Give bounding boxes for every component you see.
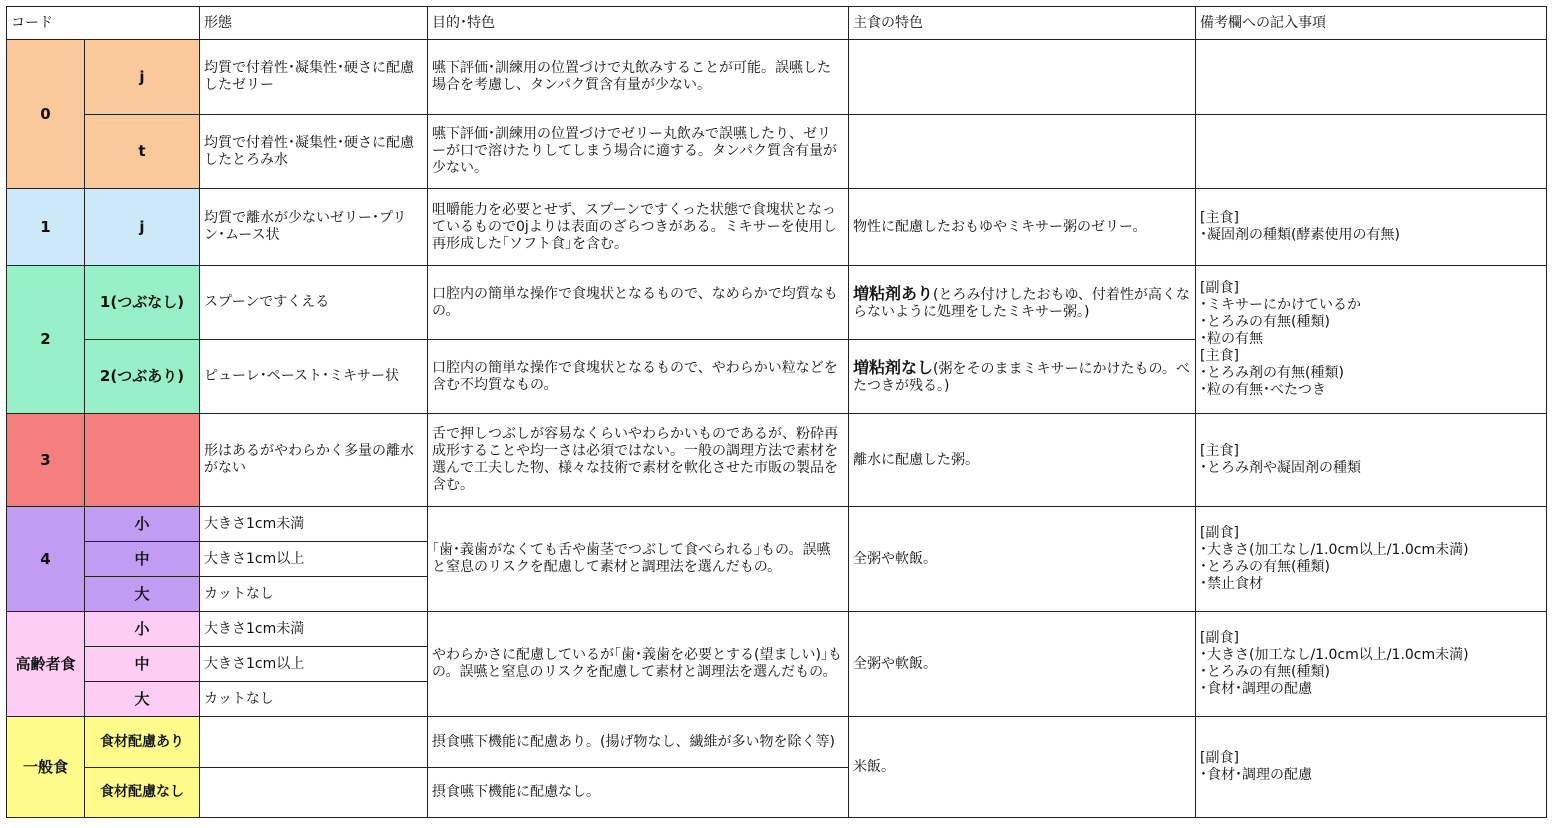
subcode-cell: 1(つぶなし): [85, 266, 200, 340]
note-line: ･とろみ剤の有無(種類): [1200, 365, 1344, 381]
form-cell: スプーンですくえる: [200, 266, 428, 340]
form-cell: 大きさ1cm以上: [200, 647, 428, 682]
code-cell: 0: [7, 40, 85, 189]
subcode-cell: j: [85, 40, 200, 115]
purpose-cell: 口腔内の簡単な操作で食塊状となるもので、なめらかで均質なもの。: [428, 266, 849, 340]
notes-cell: [1196, 717, 1547, 818]
subcode-cell: 中: [85, 647, 200, 682]
notes-cell: [1196, 266, 1547, 414]
notes-cell: [1196, 189, 1547, 266]
note-line: ･大きさ(加工なし/1.0cm以上/1.0cm未満): [1200, 647, 1469, 663]
subcode-cell: 中: [85, 542, 200, 577]
notes-cell: [1196, 414, 1547, 507]
staple-cell: 全粥や軟飯。: [849, 507, 1196, 612]
note-line: ･食材･調理の配慮: [1200, 767, 1312, 783]
note-line: ･大きさ(加工なし/1.0cm以上/1.0cm未満): [1200, 542, 1469, 558]
form-cell: 形はあるがやわらかく多量の離水がない: [200, 414, 428, 507]
subcode-cell: [85, 414, 200, 507]
purpose-cell: ｢歯･義歯がなくても舌や歯茎でつぶして食べられる｣もの。誤嚥と窒息のリスクを配慮して素材と調理法を選んだもの。: [428, 507, 849, 612]
staple-text: (とろみ付けしたおもゆ、付着性が高くならないように処理をしたミキサー粥。): [853, 286, 1190, 320]
staple-cell: [849, 115, 1196, 189]
note-line: [副食]: [1200, 280, 1239, 296]
note-line: ･凝固剤の種類(酵素使用の有無): [1200, 227, 1400, 243]
header-staple: 主食の特色: [849, 7, 1196, 40]
table-row: [7, 612, 1547, 647]
staple-cell: 全粥や軟飯。: [849, 612, 1196, 717]
header-notes: 備考欄への記入事項: [1196, 7, 1547, 40]
subcode-cell: 2(つぶあり): [85, 340, 200, 414]
staple-bold: 増粘剤なし: [853, 357, 934, 377]
table-row: [7, 189, 1547, 266]
purpose-cell: やわらかさに配慮しているが｢歯･義歯を必要とする(望ましい)｣もの。誤嚥と窒息のリスクを配慮して素材と調理法を選んだもの。: [428, 612, 849, 717]
note-line: [副食]: [1200, 630, 1239, 646]
note-line: [主食]: [1200, 443, 1239, 459]
note-line: ･食材･調理の配慮: [1200, 681, 1312, 697]
subcode-cell: 小: [85, 507, 200, 542]
note-line: [副食]: [1200, 525, 1239, 541]
table-row: [7, 507, 1547, 542]
form-cell: 均質で付着性･凝集性･硬さに配慮したとろみ水: [200, 115, 428, 189]
staple-cell: [849, 40, 1196, 115]
form-cell: [200, 717, 428, 768]
code-cell: 4: [7, 507, 85, 612]
subcode-cell: 食材配慮あり: [85, 717, 200, 768]
notes-cell: [1196, 612, 1547, 717]
form-cell: 均質で付着性･凝集性･硬さに配慮したゼリー: [200, 40, 428, 115]
header-purpose: 目的･特色: [428, 7, 849, 40]
staple-bold: 増粘剤あり: [853, 283, 934, 303]
purpose-cell: 咀嚼能力を必要とせず、スプーンですくった状態で食塊状となっているもので0jよりは表面のざらつきがある。ミキサーを使用し再形成した｢ソフト食｣を含む。: [428, 189, 849, 266]
purpose-cell: 摂食嚥下機能に配慮なし。: [428, 768, 849, 818]
subcode-cell: 食材配慮なし: [85, 768, 200, 818]
header-code: コード: [7, 7, 200, 40]
header-form: 形態: [200, 7, 428, 40]
staple-cell: 物性に配慮したおもゆやミキサー粥のゼリー。: [849, 189, 1196, 266]
staple-cell: 離水に配慮した粥。: [849, 414, 1196, 507]
purpose-cell: 嚥下評価･訓練用の位置づけで丸飲みすることが可能。誤嚥した場合を考慮し、タンパク質含有量が少ない。: [428, 40, 849, 115]
purpose-cell: 摂食嚥下機能に配慮あり。(揚げ物なし、繊維が多い物を除く等): [428, 717, 849, 768]
form-cell: カットなし: [200, 682, 428, 717]
code-cell: 高齢者食: [7, 612, 85, 717]
subcode-cell: 大: [85, 577, 200, 612]
diet-code-table: [6, 6, 1547, 818]
subcode-cell: 小: [85, 612, 200, 647]
code-cell: 2: [7, 266, 85, 414]
subcode-cell: 大: [85, 682, 200, 717]
notes-cell: [1196, 40, 1547, 115]
notes-cell: [1196, 115, 1547, 189]
code-cell: 一般食: [7, 717, 85, 818]
staple-cell: [849, 340, 1196, 414]
purpose-cell: 口腔内の簡単な操作で食塊状となるもので、やわらかい粒などを含む不均質なもの。: [428, 340, 849, 414]
note-line: ･とろみの有無(種類): [1200, 664, 1330, 680]
form-cell: ピューレ･ペースト･ミキサー状: [200, 340, 428, 414]
note-line: ･禁止食材: [1200, 576, 1263, 592]
table-row: [7, 115, 1547, 189]
staple-text: (粥をそのままミキサーにかけたもの。べたつきが残る。): [853, 360, 1190, 394]
note-line: [主食]: [1200, 210, 1239, 226]
note-line: [主食]: [1200, 348, 1239, 364]
table-row: [7, 266, 1547, 340]
note-line: ･とろみの有無(種類): [1200, 559, 1330, 575]
note-line: ･ミキサーにかけているか: [1200, 297, 1361, 313]
table-row: [7, 40, 1547, 115]
form-cell: 大きさ1cm未満: [200, 612, 428, 647]
subcode-cell: t: [85, 115, 200, 189]
subcode-cell: j: [85, 189, 200, 266]
note-line: [副食]: [1200, 750, 1239, 766]
staple-cell: [849, 266, 1196, 340]
notes-cell: [1196, 507, 1547, 612]
note-line: ･粒の有無: [1200, 331, 1263, 347]
form-cell: 均質で離水が少ないゼリー･プリン･ムース状: [200, 189, 428, 266]
note-line: ･とろみ剤や凝固剤の種類: [1200, 460, 1361, 476]
form-cell: 大きさ1cm以上: [200, 542, 428, 577]
form-cell: [200, 768, 428, 818]
purpose-cell: 舌で押しつぶしが容易なくらいやわらかいものであるが、粉砕再成形することや均一さは必須ではない。一般の調理方法で素材を選んで工夫した物、様々な技術で素材を軟化させた市販の製品を含む。: [428, 414, 849, 507]
note-line: ･とろみの有無(種類): [1200, 314, 1330, 330]
code-cell: 3: [7, 414, 85, 507]
form-cell: カットなし: [200, 577, 428, 612]
purpose-cell: 嚥下評価･訓練用の位置づけでゼリー丸飲みで誤嚥したり、ゼリーが口で溶けたりしてしまう場合に適する。タンパク質含有量が少ない。: [428, 115, 849, 189]
form-cell: 大きさ1cm未満: [200, 507, 428, 542]
code-cell: 1: [7, 189, 85, 266]
table-row: [7, 414, 1547, 507]
staple-cell: 米飯。: [849, 717, 1196, 818]
note-line: ･粒の有無･べたつき: [1200, 382, 1326, 398]
header-row: [7, 7, 1547, 40]
table-row: [7, 717, 1547, 768]
